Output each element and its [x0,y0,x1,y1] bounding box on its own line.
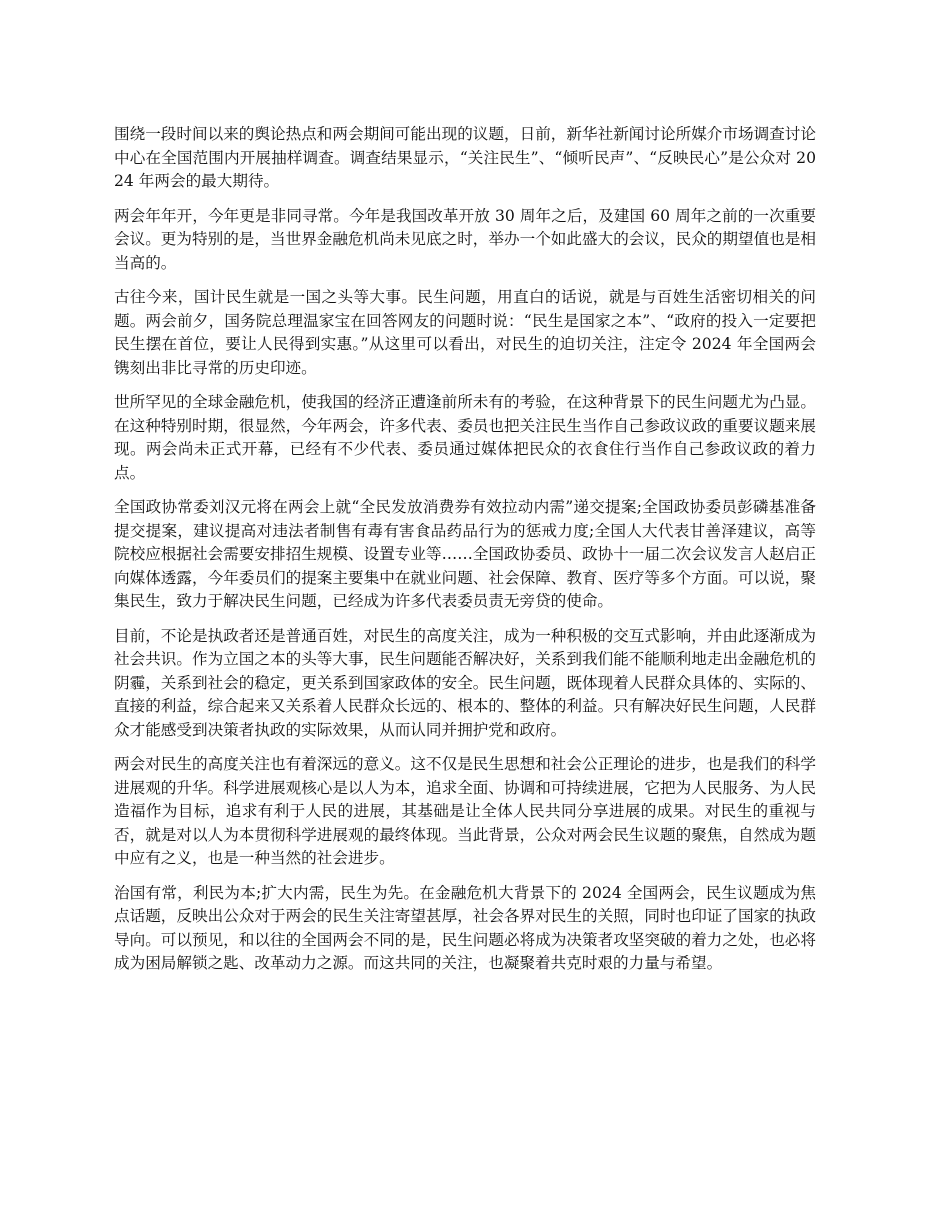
paragraph-1: 围绕一段时间以来的舆论热点和两会期间可能出现的议题，日前，新华社新闻讨论所媒介市场调查讨论中心在全国范围内开展抽样调查。调查结果显示，“关注民生”、“倾听民声”、“反映民心”是公众对 2024 年两会的最大期待。 [114,125,816,190]
paragraph-7: 两会对民生的高度关注也有着深远的意义。这不仅是民生思想和社会公正理论的进步，也是我们的科学进展观的升华。科学进展观核心是以人为本，追求全面、协调和可持续进展，它把为人民服务、为人民造福作为目标，追求有利于人民的进展，其基础是让全体人民共同分享进展的成果。对民生的重视与否，就是对以人为本贯彻科学进展观的最终体现。当此背景，公众对两会民生议题的聚焦，自然成为题中应有之义，也是一种当然的社会进步。 [114,755,816,867]
paragraph-2: 两会年年开，今年更是非同寻常。今年是我国改革开放 30 周年之后，及建国 60 周年之前的一次重要会议。更为特别的是，当世界金融危机尚未见底之时，举办一个如此盛大的会议，民众的期望值也是相当高的。 [114,206,816,272]
paragraph-6: 目前，不论是执政者还是普通百姓，对民生的高度关注，成为一种积极的交互式影响，并由此逐渐成为社会共识。作为立国之本的头等大事，民生问题能否解决好，关系到我们能不能顺利地走出金融危机的阴霾，关系到社会的稳定，更关系到国家政体的安全。民生问题，既体现着人民群众具体的、实际的、直接的利益，综合起来又关系着人民群众长远的、根本的、整体的利益。只有解决好民生问题，人民群众才能感受到决策者执政的实际效果，从而认同并拥护党和政府。 [114,626,816,739]
paragraph-8: 治国有常，利民为本;扩大内需，民生为先。在金融危机大背景下的 2024 全国两会，民生议题成为焦点话题，反映出公众对于两会的民生关注寄望甚厚，社会各界对民生的关照，同时也印证了国家的执政导向。可以预见，和以往的全国两会不同的是，民生问题必将成为决策者攻坚突破的着力之处，也必将成为困局解锁之匙、改革动力之源。而这共同的关注，也凝聚着共克时艰的力量与希望。 [114,883,816,972]
paragraph-3: 古往今来，国计民生就是一国之头等大事。民生问题，用直白的话说，就是与百姓生活密切相关的问题。两会前夕，国务院总理温家宝在回答网友的问题时说：“民生是国家之本”、“政府的投入一定要把民生摆在首位，要让人民得到实惠。”从这里可以看出，对民生的迫切关注，注定令 2024 年全国两会镌刻出非比寻常的历史印迹。 [114,288,816,377]
paragraph-4: 世所罕见的全球金融危机，使我国的经济正遭逢前所未有的考验，在这种背景下的民生问题尤为凸显。在这种特别时期，很显然，今年两会，许多代表、委员也把关注民生当作自己参政议政的重要议题来展现。两会尚未正式开幕，已经有不少代表、委员通过媒体把民众的衣食住行当作自己参政议政的着力点。 [114,393,816,482]
document-body [114,123,816,987]
paragraph-5: 全国政协常委刘汉元将在两会上就“全民发放消费券有效拉动内需”递交提案;全国政协委员彭磷基准备提交提案，建议提高对违法者制售有毒有害食品药品行为的惩戒力度;全国人大代表甘善泽建议，高等院校应根据社会需要安排招生规模、设置专业等……全国政协委员、政协十一届二次会议发言人赵启正向媒体透露，今年委员们的提案主要集中在就业问题、社会保障、教育、医疗等多个方面。可以说，聚集民生，致力于解决民生问题，已经成为许多代表委员责无旁贷的使命。 [114,498,816,610]
